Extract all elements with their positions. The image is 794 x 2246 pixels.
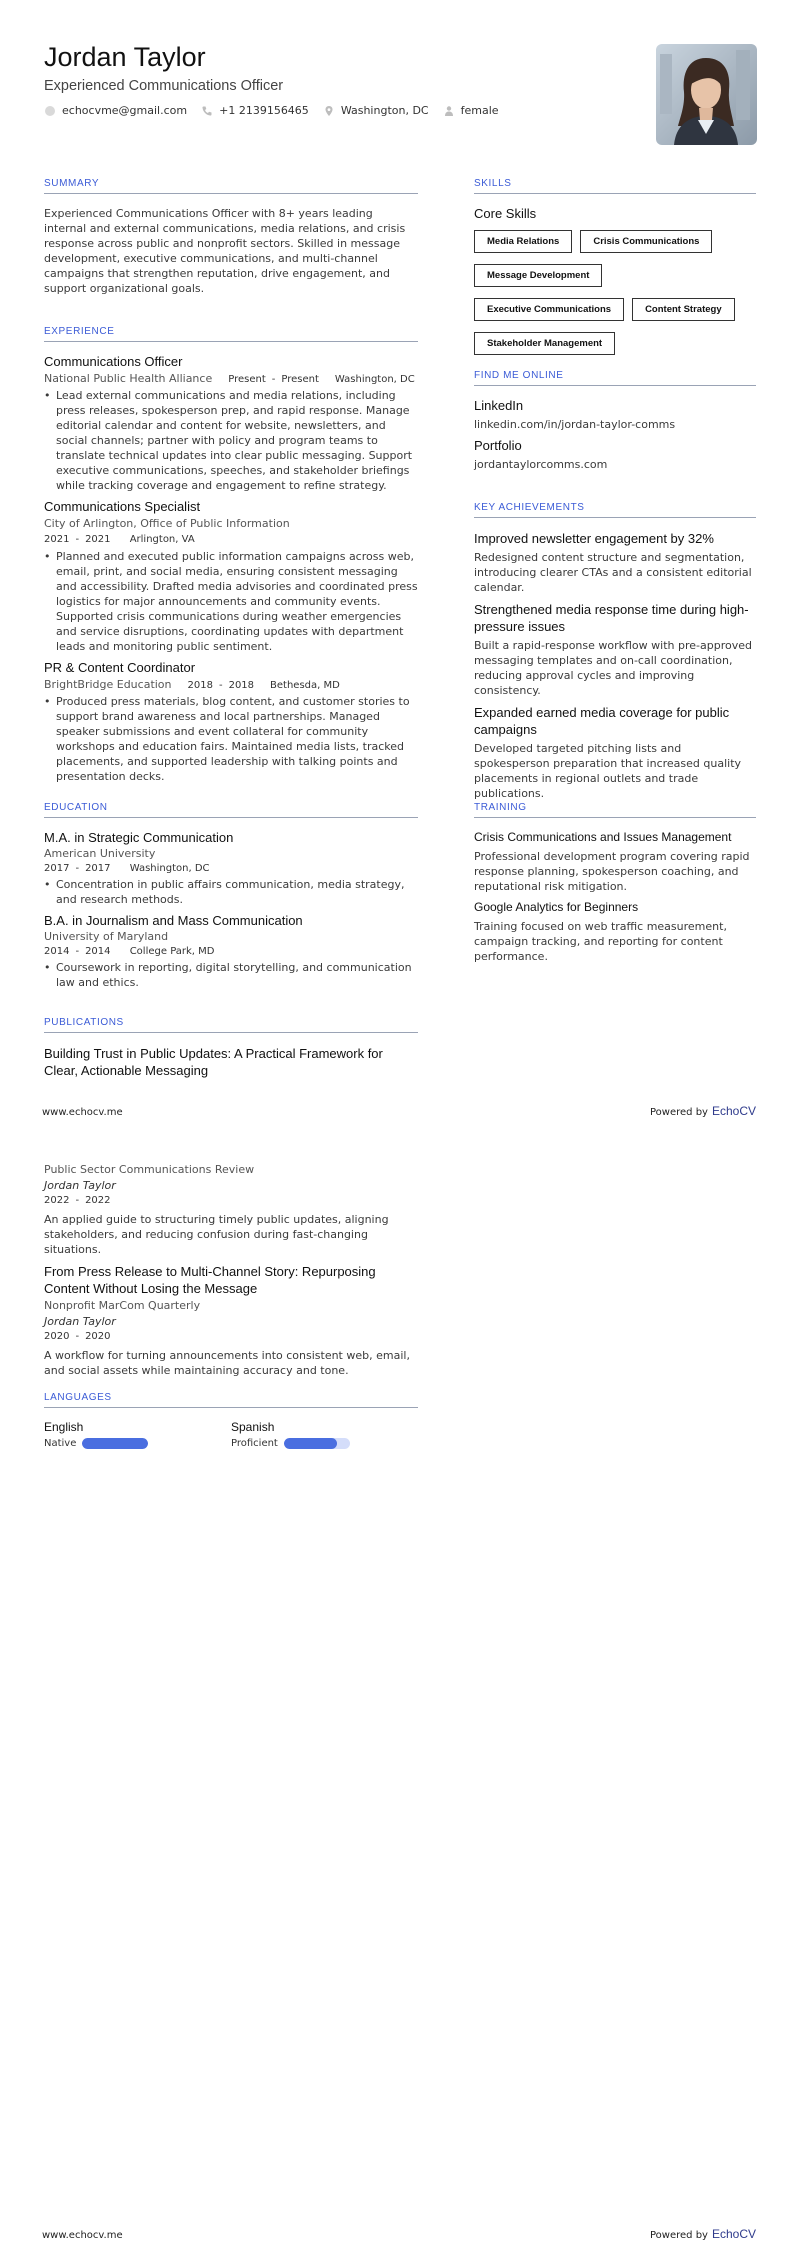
powered-text: Powered by: [650, 1107, 708, 1118]
profile-photo: [656, 44, 757, 145]
job-bullet: • Lead external communications and media relations, including press releases, spokesperson prep, and rapid response. Manage editorial calendar and content for website, newsletters, and social channels; partner with policy and program teams to translate technical updates into clear public messaging. Support executive communications, speeches, and stakeholder briefings while tracking coverage and engagement to refine strategy.: [44, 388, 418, 493]
candidate-name: Jordan Taylor: [44, 42, 206, 72]
publication-author: Jordan Taylor: [44, 1315, 116, 1328]
edu-start: 2014: [44, 946, 70, 957]
contact-gender: [443, 104, 499, 117]
skill-tag: Crisis Communications: [580, 230, 712, 253]
education-heading: EDUCATION: [44, 802, 418, 818]
page-footer: [42, 2227, 756, 2241]
skill-tag: Message Development: [474, 264, 602, 287]
language-level-row: [231, 1438, 418, 1449]
job-location: Arlington, VA: [129, 534, 195, 545]
pub-end: 2022: [85, 1195, 111, 1206]
publications-continued: [44, 1163, 418, 1378]
skills-heading: SKILLS: [474, 178, 756, 194]
skills-section: [474, 178, 756, 365]
job-bullet-text: Produced press materials, blog content, and customer stories to support brand awareness and local partnerships. Managed speaker submissions and event collateral for community workshops and education fairs. Maintained media lists, tracked placements, and supported leadership with talking points and presentation decks.: [56, 695, 410, 783]
linkedin-link[interactable]: linkedin.com/in/jordan-taylor-comms: [474, 418, 676, 431]
experience-heading: EXPERIENCE: [44, 326, 418, 342]
training-heading: TRAINING: [474, 802, 756, 818]
job-bullet: • Planned and executed public information campaigns across web, email, print, and social media, ensuring consistent messaging and accessibility. Drafted media advisories and coordinated press logistics for major announcements and community events. Supported crisis communications during weather emergencies and service disruptions, coordinating updates with department leads and monitoring public sentiment.: [44, 550, 418, 653]
candidate-title: Experienced Communications Officer: [44, 78, 284, 94]
contact-location: [323, 104, 429, 117]
experience-section: [44, 326, 418, 784]
experience-item: [44, 660, 418, 784]
summary-heading: SUMMARY: [44, 178, 418, 194]
achievement-item: [474, 530, 756, 595]
page-footer: [42, 1104, 756, 1118]
training-item: [474, 830, 756, 894]
footer-site-link[interactable]: www.echocv.me: [42, 2230, 123, 2241]
publication-desc: An applied guide to structuring timely public updates, aligning stakeholders, and reducing confusion during fast-changing situations.: [44, 1213, 389, 1256]
publication-desc: A workflow for turning announcements into consistent web, email, and social assets while maintaining accuracy and tone.: [44, 1349, 410, 1377]
job-start: 2018: [187, 680, 213, 691]
job-meta-row: [44, 372, 418, 385]
skill-tags: [474, 229, 756, 365]
edu-bullet-text: Concentration in public affairs communication, media strategy, and research methods.: [56, 878, 405, 906]
online-section: [474, 370, 756, 472]
publication-dates: 2020 - 2020: [44, 1331, 111, 1342]
location-text: Washington, DC: [340, 104, 429, 117]
publication-author: Jordan Taylor: [44, 1179, 116, 1192]
job-end: 2021: [85, 534, 111, 545]
gender-text: female: [460, 104, 499, 117]
job-role: Communications Specialist: [44, 499, 201, 514]
phone-icon: [201, 105, 213, 117]
powered-text: Powered by: [650, 2230, 708, 2241]
online-heading: FIND ME ONLINE: [474, 370, 756, 386]
achievement-desc: Developed targeted pitching lists and spokesperson preparation that increased quality placements in regional outlets and trade publications.: [474, 742, 742, 800]
job-bullet-text: Lead external communications and media relations, including press releases, spokesperson prep, and rapid response. Manage editorial calendar and content for website, newsletters, and social channels; partner with policy and program teams to translate technical updates into clear public messaging. Support executive communications, speeches, and stakeholder briefings while tracking coverage and engagement to refine strategy.: [56, 389, 413, 492]
edu-start: 2017: [44, 863, 70, 874]
language-name: English: [44, 1420, 84, 1434]
language-bar: [82, 1438, 148, 1449]
edu-end: 2017: [85, 863, 111, 874]
contact-phone[interactable]: [201, 104, 309, 117]
job-meta-row: 2021 - 2021 Arlington, VA: [44, 534, 195, 545]
skill-tag: Content Strategy: [632, 298, 735, 321]
skill-tag: Executive Communications: [474, 298, 624, 321]
skills-group-title: Core Skills: [474, 206, 537, 221]
person-icon: [443, 105, 455, 117]
training-title: Google Analytics for Beginners: [474, 900, 639, 914]
location-pin-icon: [323, 105, 335, 117]
job-location: Washington, DC: [334, 374, 415, 385]
pub-end: 2020: [85, 1331, 111, 1342]
languages-section: [44, 1392, 418, 1449]
training-item: [474, 900, 756, 964]
edu-bullet-text: Coursework in reporting, digital storytelling, and communication law and ethics.: [56, 961, 412, 989]
skill-tag: Stakeholder Management: [474, 332, 615, 355]
job-org: BrightBridge Education: [44, 678, 172, 691]
degree: B.A. in Journalism and Mass Communication: [44, 913, 303, 928]
edu-end: 2014: [85, 946, 111, 957]
job-bullet: • Produced press materials, blog content, and customer stories to support brand awareness and local partnerships. Managed speaker submissions and event collateral for community workshops and education fairs. Maintained media lists, tracked placements, and supported leadership with talking points and presentation decks.: [44, 694, 418, 784]
education-meta: 2017 - 2017 Washington, DC: [44, 863, 210, 874]
achievement-item: [474, 601, 756, 698]
education-item: [44, 913, 418, 990]
training-desc: Professional development program covering rapid response planning, spokesperson coaching, and reputational risk mitigation.: [474, 850, 750, 893]
language-bar-fill: [82, 1438, 148, 1449]
job-role: Communications Officer: [44, 354, 183, 369]
job-dates: Present - Present: [228, 374, 319, 385]
job-start: Present: [228, 374, 266, 385]
language-item: [231, 1420, 418, 1449]
language-level: Native: [44, 1438, 77, 1449]
edu-bullet: • Concentration in public affairs communication, media strategy, and research methods.: [44, 877, 418, 907]
brand-logo: EchoCV: [711, 2227, 756, 2241]
edu-location: College Park, MD: [129, 946, 215, 957]
brand-logo: EchoCV: [711, 1104, 756, 1118]
achievements-section: [474, 502, 756, 801]
edu-location: Washington, DC: [129, 863, 210, 874]
job-bullet-text: Planned and executed public information campaigns across web, email, print, and social media, ensuring consistent messaging and accessibility. Drafted media advisories and coordinated press logistics for major announcements and community events. Supported crisis communications during weather emergencies and service disruptions, coordinating updates with department leads and monitoring public sentiment.: [56, 550, 418, 653]
publications-heading: PUBLICATIONS: [44, 1017, 418, 1033]
summary-text: Experienced Communications Officer with 8+ years leading internal and external communications, media relations, and crisis response across public and nonprofit sectors. Skilled in message development, executive communications, and multi-channel campaigns that strengthen reputation, drive engagement, and support organizational goals.: [44, 207, 406, 295]
email-text: echocvme@gmail.com: [62, 104, 188, 117]
language-name: Spanish: [231, 1420, 275, 1434]
job-org: City of Arlington, Office of Public Information: [44, 517, 290, 530]
education-item: [44, 830, 418, 907]
achievement-title: Expanded earned media coverage for public campaigns: [474, 705, 730, 737]
experience-item: [44, 354, 418, 493]
degree: M.A. in Strategic Communication: [44, 830, 234, 845]
contact-row: [44, 104, 513, 117]
job-location: Bethesda, MD: [270, 680, 340, 691]
pub-start: 2020: [44, 1331, 70, 1342]
publication-publisher: Public Sector Communications Review: [44, 1163, 255, 1176]
school: University of Maryland: [44, 930, 169, 943]
achievement-item: [474, 704, 756, 801]
language-level-row: [44, 1438, 231, 1449]
school: American University: [44, 847, 156, 860]
publication-title: Building Trust in Public Updates: A Practical Framework for Clear, Actionable Messaging: [44, 1046, 383, 1078]
language-bar-fill: [284, 1438, 337, 1449]
footer-site-link[interactable]: www.echocv.me: [42, 1107, 123, 1118]
email-icon: [44, 105, 56, 117]
language-item: [44, 1420, 231, 1449]
summary-section: [44, 178, 418, 296]
achievements-heading: KEY ACHIEVEMENTS: [474, 502, 756, 518]
online-label: LinkedIn: [474, 398, 524, 413]
online-label: Portfolio: [474, 438, 522, 453]
languages-heading: LANGUAGES: [44, 1392, 418, 1408]
job-dates: 2018 - 2018: [187, 680, 255, 691]
education-section: [44, 802, 418, 990]
pub-start: 2022: [44, 1195, 70, 1206]
training-section: [474, 802, 756, 964]
job-org: National Public Health Alliance: [44, 372, 213, 385]
phone-text: +1 2139156465: [219, 104, 309, 117]
job-meta-row: [44, 678, 418, 691]
portfolio-link[interactable]: jordantaylorcomms.com: [474, 458, 608, 471]
publication-dates: 2022 - 2022: [44, 1195, 111, 1206]
footer-powered: [650, 2227, 756, 2241]
education-meta: 2014 - 2014 College Park, MD: [44, 946, 215, 957]
job-start: 2021: [44, 534, 70, 545]
achievement-desc: Built a rapid-response workflow with pre-approved messaging templates and on-call coordination, reducing approval cycles and improving consistency.: [474, 639, 752, 697]
training-title: Crisis Communications and Issues Management: [474, 830, 732, 844]
skill-tag: Media Relations: [474, 230, 572, 253]
job-role: PR & Content Coordinator: [44, 660, 196, 675]
achievement-title: Improved newsletter engagement by 32%: [474, 531, 714, 546]
contact-email[interactable]: [44, 104, 187, 117]
achievement-title: Strengthened media response time during high-pressure issues: [474, 602, 749, 634]
language-bar: [284, 1438, 350, 1449]
achievement-desc: Redesigned content structure and segmentation, introducing clearer CTAs and a consistent editorial calendar.: [474, 551, 752, 594]
publication-title: From Press Release to Multi-Channel Story: Repurposing Content Without Losing the Message: [44, 1264, 376, 1296]
publication-publisher: Nonprofit MarCom Quarterly: [44, 1299, 201, 1312]
publications-section: [44, 1017, 418, 1079]
language-level: Proficient: [231, 1438, 278, 1449]
resume-page-2: [0, 1123, 794, 2246]
edu-bullet: • Coursework in reporting, digital storytelling, and communication law and ethics.: [44, 960, 418, 990]
training-desc: Training focused on web traffic measurement, campaign tracking, and reporting for content performance.: [474, 920, 727, 963]
job-end: Present: [281, 374, 319, 385]
job-end: 2018: [228, 680, 255, 691]
experience-item: [44, 499, 418, 654]
languages-list: [44, 1420, 418, 1449]
footer-powered: [650, 1104, 756, 1118]
profile-photo-image: [656, 44, 757, 145]
